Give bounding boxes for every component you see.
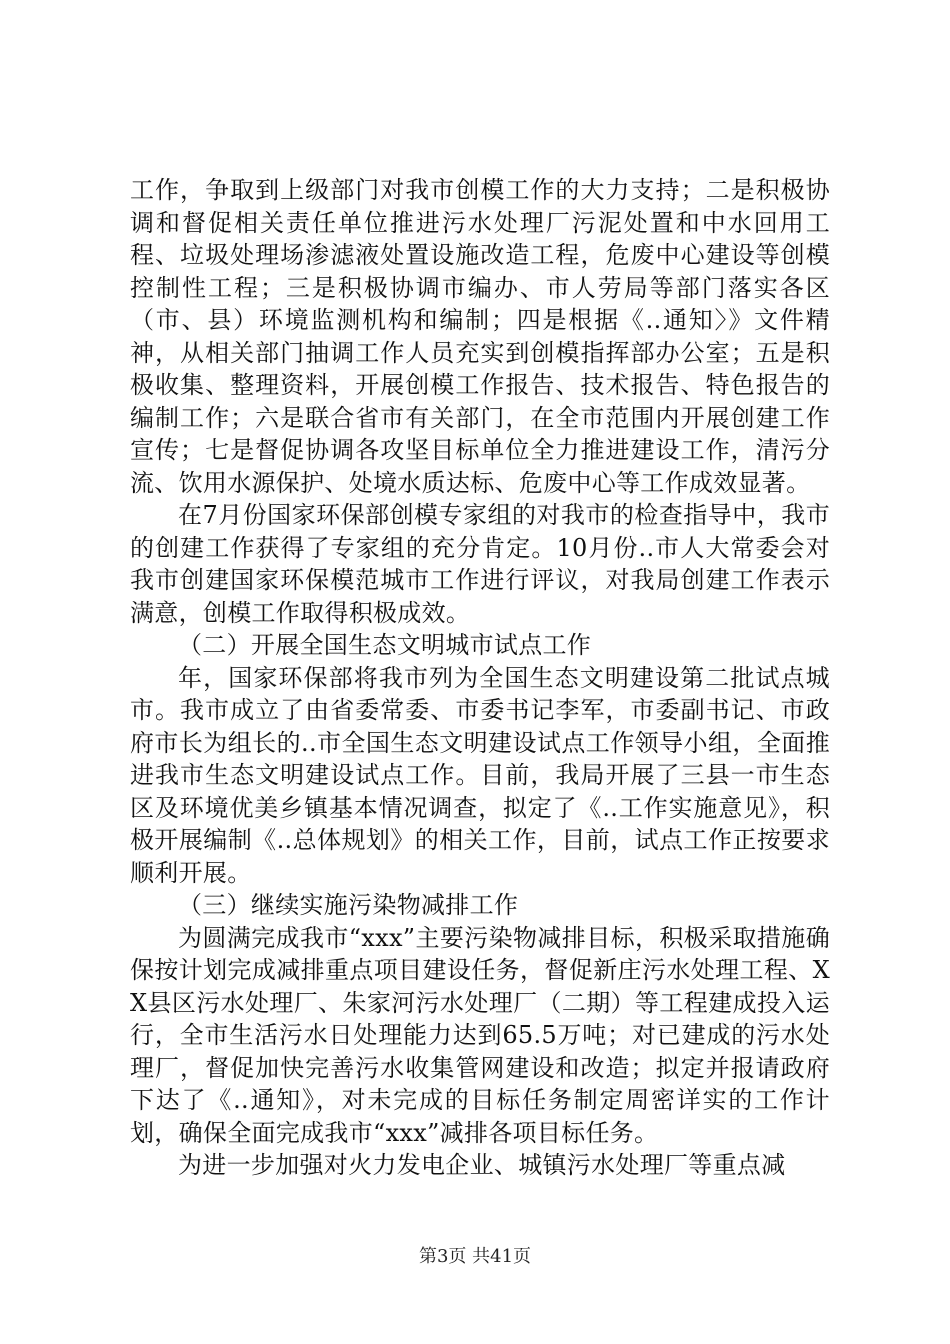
paragraph-2: 在7月份国家环保部创模专家组的对我市的检查指导中，我市的创建工作获得了专家组的充分肯定。10月份..市人大常委会对我市创建国家环保模范城市工作进行评议，对我局创建工作表示满意，创模工作取得积极成效。 <box>130 501 830 627</box>
section-heading-2: （二）开展全国生态文明城市试点工作 <box>178 631 592 659</box>
paragraph-3: 年，国家环保部将我市列为全国生态文明建设第二批试点城市。我市成立了由省委常委、市委书记李军，市委副书记、市政府市长为组长的..市全国生态文明建设试点工作领导小组，全面推进我市生态文明建设试点工作。目前，我局开展了三县一市生态区及环境优美乡镇基本情况调查，拟定了《..工作实施意见》，积极开展编制《..总体规划》的相关工作，目前，试点工作正按要求顺利开展。 <box>130 663 830 887</box>
document-body <box>130 174 830 1182</box>
section-heading-3: （三）继续实施污染物减排工作 <box>178 891 519 919</box>
paragraph-5: 为进一步加强对火力发电企业、城镇污水处理厂等重点减 <box>178 1151 786 1179</box>
page-number-label: 第3页 共41页 <box>418 1246 532 1267</box>
page-footer <box>0 1245 950 1269</box>
paragraph-1: 工作，争取到上级部门对我市创模工作的大力支持；二是积极协调和督促相关责任单位推进污水处理厂污泥处置和中水回用工程、垃圾处理场渗滤液处置设施改造工程，危废中心建设等创模控制性工程；三是积极协调市编办、市人劳局等部门落实各区（市、县）环境监测机构和编制；四是根据《..通知〉》文件精神，从相关部门抽调工作人员充实到创模指挥部办公室；五是积极收集、整理资料，开展创模工作报告、技术报告、特色报告的编制工作；六是联合省市有关部门，在全市范围内开展创建工作宣传；七是督促协调各攻坚目标单位全力推进建设工作，清污分流、饮用水源保护、处境水质达标、危废中心等工作成效显著。 <box>130 176 830 497</box>
paragraph-4: 为圆满完成我市“xxx”主要污染物减排目标，积极采取措施确保按计划完成减排重点项目建设任务，督促新庄污水处理工程、XX县区污水处理厂、朱家河污水处理厂（二期）等工程建成投入运行，全市生活污水日处理能力达到65.5万吨；对已建成的污水处理厂，督促加快完善污水收集管网建设和改造；拟定并报请政府下达了《..通知》，对未完成的目标任务制定周密详实的工作计划，确保全面完成我市“xxx”减排各项目标任务。 <box>130 923 830 1147</box>
